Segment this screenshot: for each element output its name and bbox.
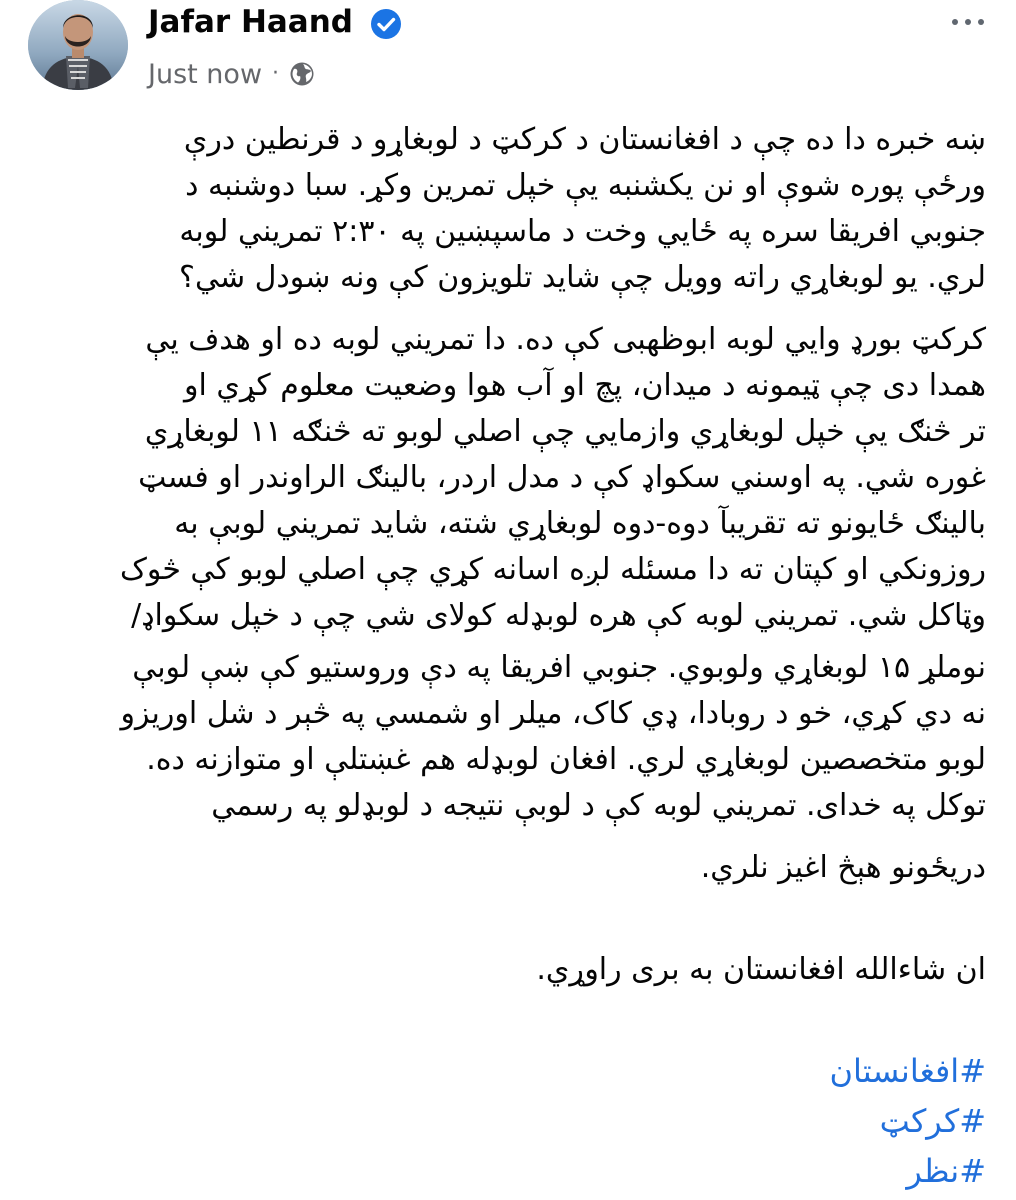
post-text-line: همدا دی چې ټیمونه د میدان، پچ او آب هوا وضعیت معلوم کړي او bbox=[184, 368, 986, 403]
post-text-line: وټاکل شي. تمریني لوبه کې هره لوبډله کولای شي چې د خپل سکواډ/ bbox=[131, 598, 986, 633]
post-text-line: ښه خبره دا ده چې د افغانستان د کرکټ د لوبغاړو د قرنطین درې bbox=[183, 122, 986, 157]
post-text-line: لري. یو لوبغاړي راته وویل چې شاید تلویزون کې ونه ښودل شي؟ bbox=[179, 260, 986, 295]
post-text-line: جنوبي افریقا سره په ځایي وخت د ماسپښین په ۲:۳۰ تمریني لوبه bbox=[179, 214, 986, 249]
post-text-line: ورځې پوره شوې او نن یکشنبه یې خپل تمرین وکړ. سبا دوشنبه د bbox=[185, 168, 986, 203]
hashtag-link[interactable]: #افغانستان bbox=[829, 1052, 986, 1090]
meta-separator: · bbox=[272, 61, 280, 86]
post-text-line: دریځونو هېڅ اغیز نلري. bbox=[700, 850, 986, 885]
hashtag-link[interactable]: #نظر bbox=[906, 1152, 986, 1190]
timestamp[interactable]: Just now bbox=[148, 58, 263, 90]
post-text-line: روزونکي او کپتان ته دا مسئله لږه اسانه کړي چې اصلي لوبو کې څوک bbox=[120, 552, 986, 587]
post-text-line: تر څنګ یې خپل لوبغاړي وازمایي چې اصلي لوبو ته څنګه ۱۱ لوبغاړي bbox=[144, 414, 986, 449]
closing-line: ان شاءالله افغانستان به بری راوړي. bbox=[536, 952, 986, 987]
post-text-line: غوره شي. په اوسني سکواډ کې د مدل اردر، بالینګ الراوندر او فسټ bbox=[138, 460, 986, 495]
post-text-line: توکل په خدای. تمریني لوبه کې د لوبې نتیجه د لوبډلو په رسمي bbox=[211, 788, 986, 823]
hashtag-link[interactable]: #کرکټ bbox=[879, 1102, 986, 1140]
post-text-line: کرکټ بورډ وایي لوبه ابوظهبی کې ده. دا تمریني لوبه ده او هدف یې bbox=[145, 322, 986, 357]
post-text-line: نوملړ ۱۵ لوبغاړي ولوبوي. جنوبي افریقا په دې وروستیو کې ښې لوبې bbox=[132, 650, 986, 685]
author-name[interactable]: Jafar Haand bbox=[148, 4, 353, 40]
post-text-line: بالینګ ځایونو ته تقریبآ دوه-دوه لوبغاړي شته، شاید تمریني لوبې به bbox=[174, 506, 986, 541]
post-text-line: نه دي کړي، خو د روبادا، ډي کاک، میلر او شمسي په څېر د شل اوریزو bbox=[120, 696, 986, 731]
post-text-line: لوبو متخصصین لوبغاړي لري. افغان لوبډله هم غښتلې او متوازنه ده. bbox=[146, 742, 986, 777]
